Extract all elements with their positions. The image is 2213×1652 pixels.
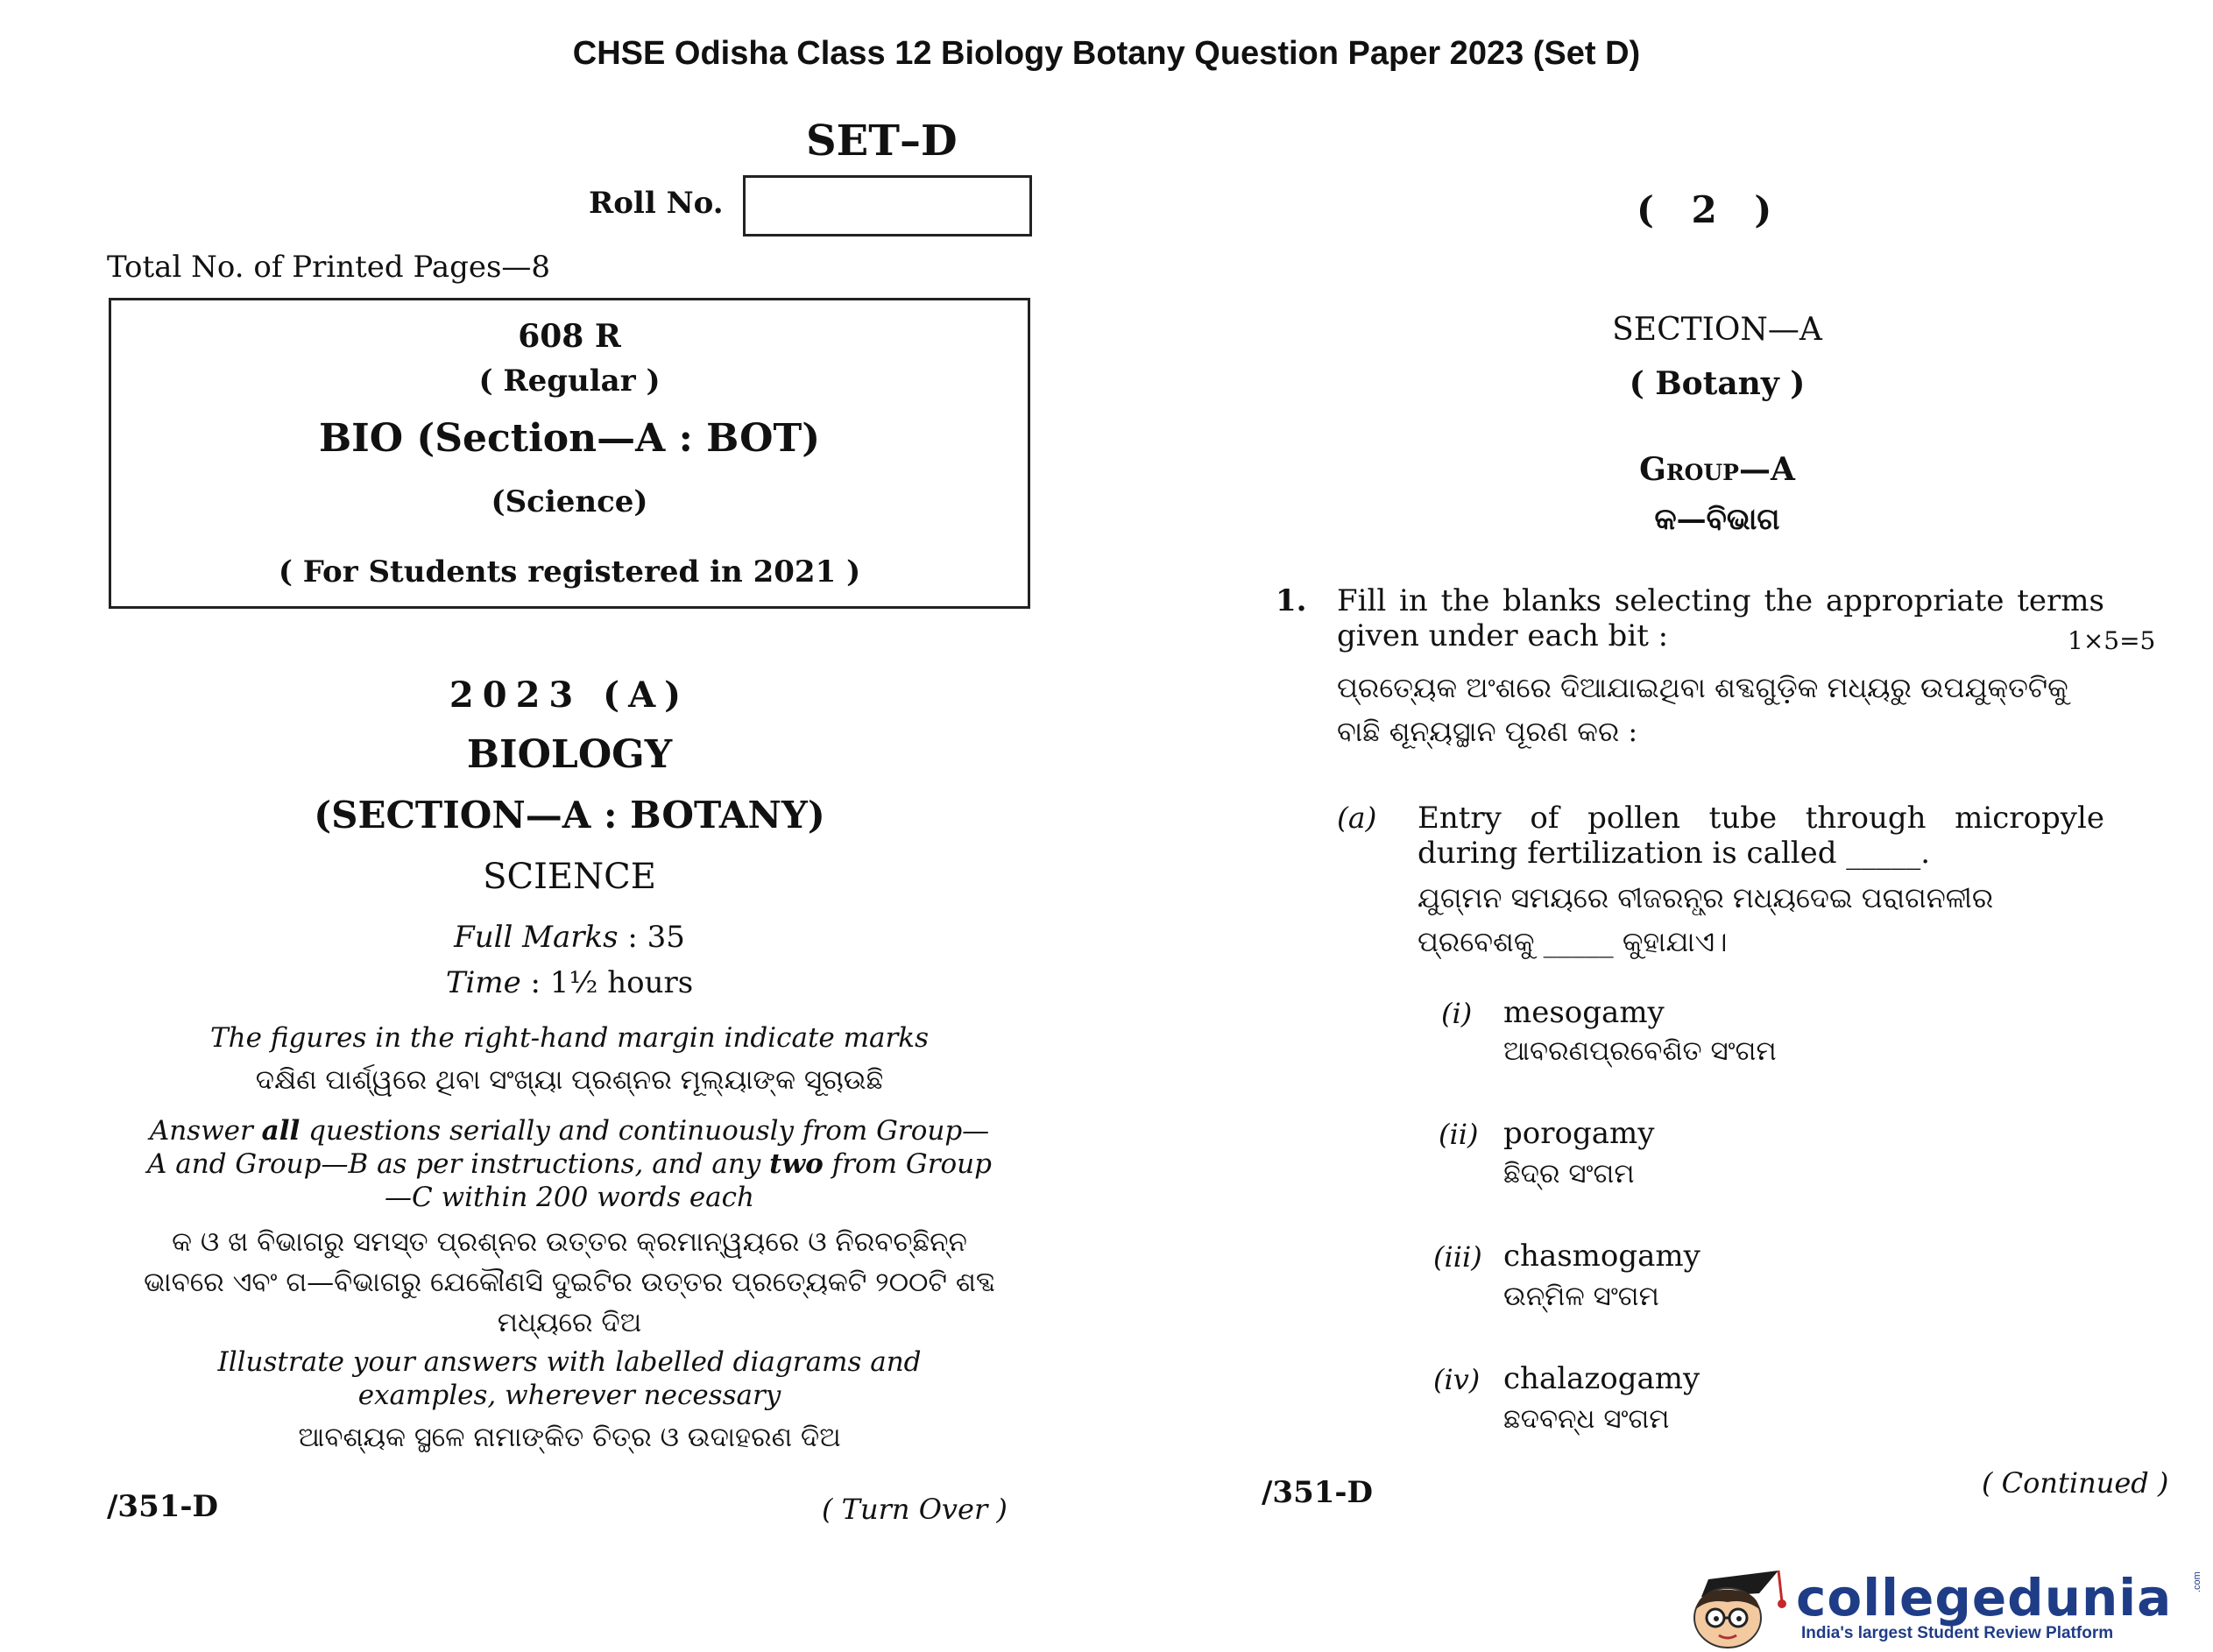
paper-info-box <box>109 298 1030 609</box>
instruction-diagrams: Illustrate your answers with labelled diagrams and examples, wherever necessary <box>217 1346 922 1411</box>
exam-stream: SCIENCE <box>483 857 656 897</box>
instruction-answer-part: from Group—C within 200 words each <box>385 1148 992 1213</box>
instruction-diagrams-odia: ଆବଶ୍ୟକ ସ୍ଥଳେ ନାମାଙ୍କିତ ଚିତ୍ର ଓ ଉଦାହରଣ ଦିଅ <box>298 1422 841 1453</box>
paper-type: ( Regular ) <box>478 364 661 399</box>
instruction-answer-emphasis: all <box>261 1115 300 1147</box>
bit-label: (a) <box>1337 801 1377 835</box>
option-text: chalazogamy <box>1503 1361 1700 1396</box>
logo-wordmark: collegedunia <box>1796 1568 2173 1627</box>
document-title: CHSE Odisha Class 12 Biology Botany Question Paper 2023 (Set D) <box>572 35 1641 72</box>
question-number: 1. <box>1276 583 1307 618</box>
logo-suffix: .com <box>2192 1571 2202 1592</box>
mascot-icon <box>1647 1564 1805 1651</box>
continued-note: ( Continued ) <box>1982 1466 2169 1500</box>
instruction-answer-part: Answer <box>149 1115 253 1147</box>
page-number: ( 2 ) <box>1637 188 1785 231</box>
bit-text: Entry of pollen tube through micropyle during fertilization is called _____. <box>1418 801 2104 871</box>
exam-section: (SECTION—A : BOTANY) <box>314 794 825 837</box>
footer-code: /351-D <box>1262 1475 1373 1510</box>
question-text: Fill in the blanks selecting the appropriate terms given under each bit : <box>1337 583 2104 653</box>
option-text-odia: ଆବରଣପ୍ରବେଶିତ ସଂଗମ <box>1503 1035 1777 1067</box>
question-marks: 1×5=5 <box>2068 626 2156 655</box>
paper-stream: (Science) <box>491 484 648 519</box>
option-label: (iv) <box>1433 1363 1481 1396</box>
section-heading: SECTION—A <box>1612 312 1822 348</box>
full-marks-label: Full Marks <box>454 920 619 955</box>
option-text: chasmogamy <box>1503 1239 1700 1274</box>
option-label: (i) <box>1441 997 1473 1030</box>
option-text-odia: ଉନ୍ମିଳ ସଂଗମ <box>1503 1281 1659 1312</box>
instruction-answer <box>109 1114 1030 1214</box>
option <box>1433 1240 1482 1274</box>
full-marks-value: : 35 <box>627 920 685 955</box>
option-text: porogamy <box>1503 1116 1655 1151</box>
option <box>1433 1363 1480 1396</box>
exam-year: 2023 (A) <box>449 674 690 716</box>
paper-subject: BIO (Section—A : BOT) <box>318 416 821 461</box>
instruction-answer-emphasis: two <box>769 1148 824 1180</box>
option-text: mesogamy <box>1503 995 1665 1030</box>
instruction-answer-part: questions serially and continuously from Group—A and Group—B as per instructions, and any <box>147 1115 990 1180</box>
bit-text-odia: ଯୁଗ୍ମନ ସମୟରେ ବୀଜରନ୍ଧ୍ର ମଧ୍ୟଦେଇ ପରାଗନଳୀର ପ୍ରବେଶକୁ _____ କୁହାଯାଏ। <box>1418 881 1994 958</box>
turn-over-note: ( Turn Over ) <box>822 1493 1008 1526</box>
logo-tagline: India's largest Student Review Platform <box>1801 1624 2114 1642</box>
instruction-marks: The figures in the right-hand margin indicate marks <box>209 1022 929 1054</box>
exam-time <box>109 965 1030 1000</box>
roll-number-box <box>743 175 1032 237</box>
group-heading: Group—A <box>1639 451 1795 488</box>
group-heading-odia: କ—ବିଭାଗ <box>1654 502 1780 537</box>
full-marks <box>109 920 1030 955</box>
paper-code: 608 R <box>518 318 621 355</box>
option-label: (ii) <box>1439 1118 1479 1151</box>
option-label: (iii) <box>1433 1240 1482 1274</box>
option <box>1441 997 1472 1030</box>
footer-code: /351-D <box>107 1489 218 1524</box>
time-label: Time <box>445 965 521 1000</box>
instruction-answer-odia: କ ଓ ଖ ବିଭାଗରୁ ସମସ୍ତ ପ୍ରଶ୍ନର ଉତ୍ତର କ୍ରମାନ୍ୱୟରେ ଓ ନିରବଚ୍ଛିନ୍ନ ଭାବରେ ଏବଂ ଗ—ବିଭାଗରୁ ଯେକୌଣସି ଦୁଇଟିର ଉତ୍ତର ପ୍ରତ୍ୟେକଟି ୨୦୦ଟି ଶବ୍ଦ ମଧ୍ୟରେ ଦିଅ <box>144 1226 995 1338</box>
option-text-odia: ଛିଦ୍ର ସଂଗମ <box>1503 1158 1635 1190</box>
instruction-marks-odia: ଦକ୍ଷିଣ ପାର୍ଶ୍ୱରେ ଥିବା ସଂଖ୍ୟା ପ୍ରଶ୍ନର ମୂଲ୍ୟାଙ୍କ ସୂଚାଉଛି <box>255 1064 884 1096</box>
paper-students-note: ( For Students registered in 2021 ) <box>278 554 861 589</box>
option <box>1439 1118 1478 1151</box>
section-subject: ( Botany ) <box>1629 365 1806 402</box>
set-label: SET–D <box>806 116 958 166</box>
printed-pages-label: Total No. of Printed Pages—8 <box>107 250 551 285</box>
question-text-odia: ପ୍ରତ୍ୟେକ ଅଂଶରେ ଦିଆଯାଇଥିବା ଶବ୍ଦଗୁଡ଼ିକ ମଧ୍ୟରୁ ଉପଯୁକ୍ତଟିକୁ ବାଛି ଶୂନ୍ୟସ୍ଥାନ ପୂରଣ କର : <box>1337 671 2068 748</box>
roll-number-label: Roll No. <box>589 186 724 221</box>
exam-subject: BIOLOGY <box>466 732 673 777</box>
time-value: : 1½ hours <box>530 965 694 1000</box>
option-text-odia: ଛଦବନ୍ଧ ସଂଗମ <box>1503 1403 1670 1435</box>
